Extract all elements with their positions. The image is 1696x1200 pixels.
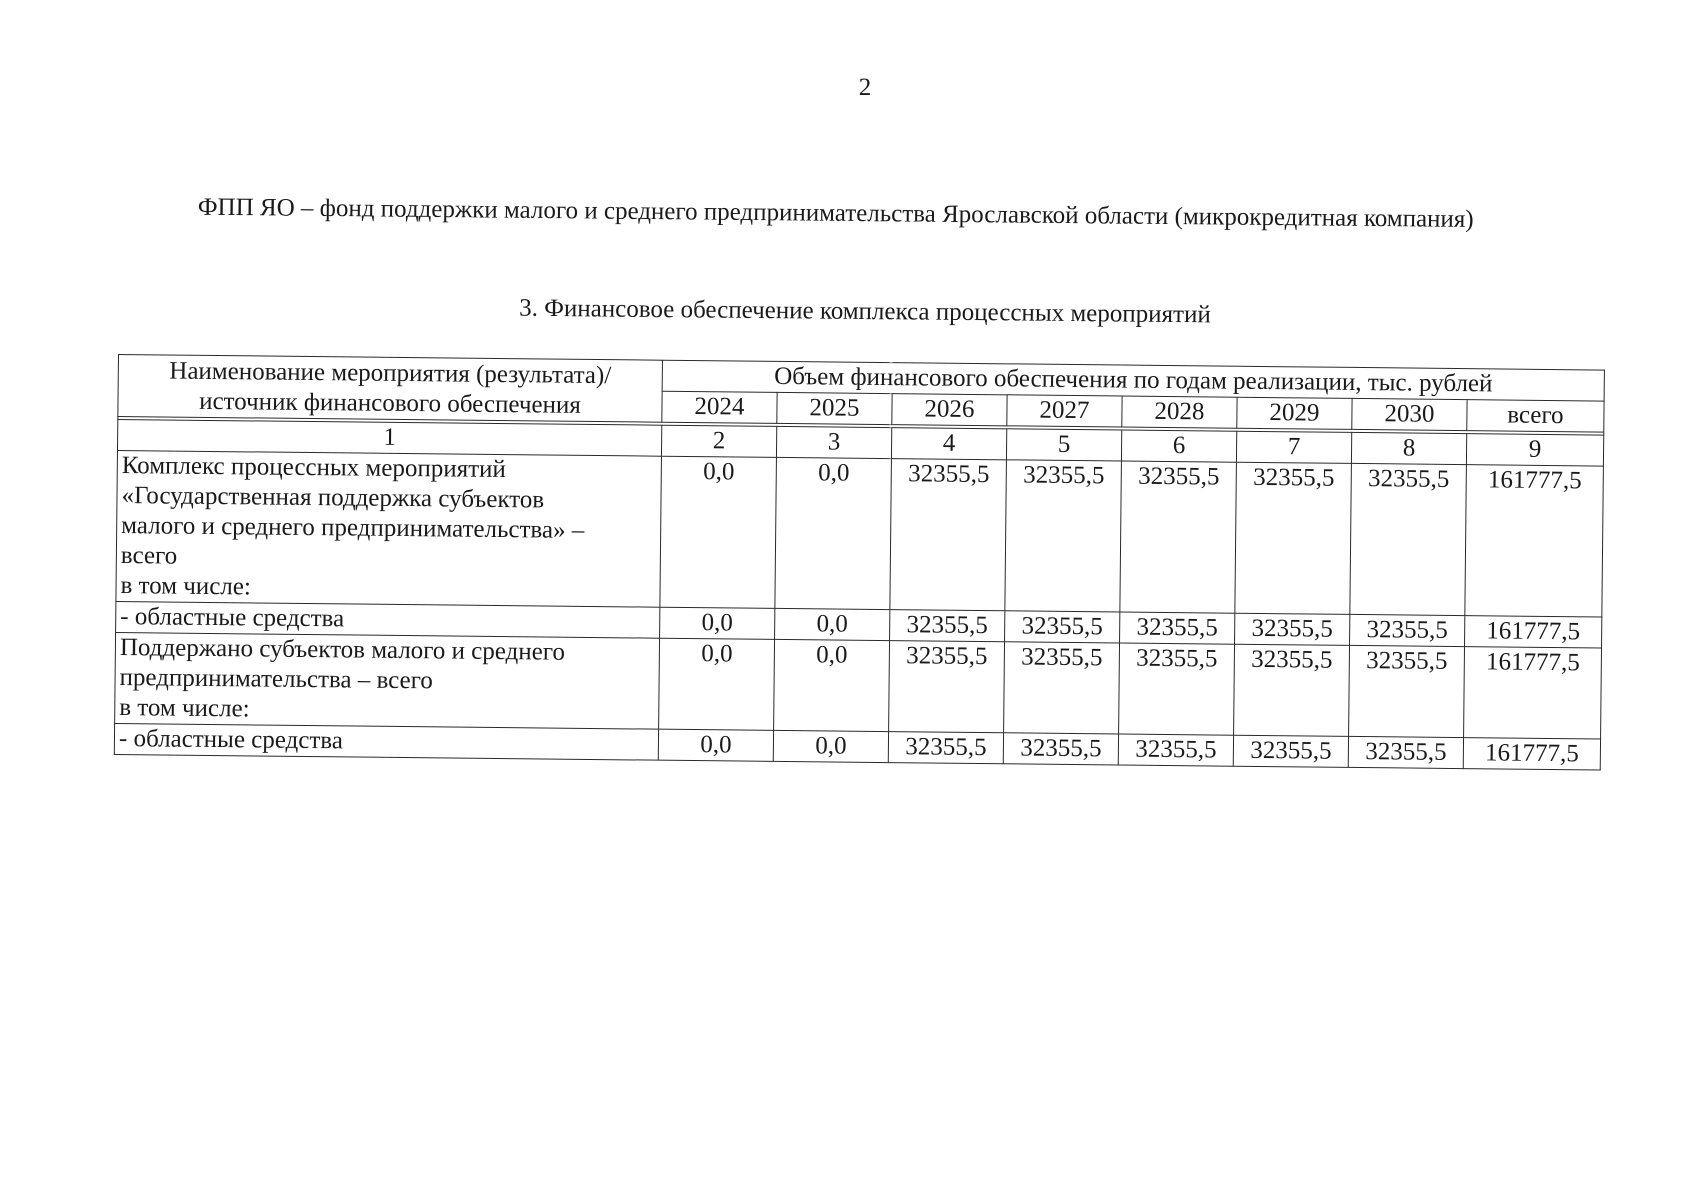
header-year: 2030 bbox=[1352, 398, 1467, 430]
row-name-line: Поддержано субъектов малого и среднего bbox=[119, 634, 566, 666]
value-cell: 0,0 bbox=[658, 729, 773, 761]
value-cell: 32355,5 bbox=[1005, 460, 1122, 612]
total-cell: 161777,5 bbox=[1463, 738, 1600, 770]
header-year: 2027 bbox=[1007, 395, 1122, 427]
row-name-line: - областные средства bbox=[120, 603, 345, 633]
column-number: 1 bbox=[117, 420, 661, 457]
row-name-line: малого и среднего предпринимательства» – bbox=[121, 512, 585, 544]
page-number: 2 bbox=[858, 74, 872, 101]
table-row bbox=[115, 632, 1602, 739]
column-number: 2 bbox=[661, 425, 776, 457]
column-number: 9 bbox=[1466, 434, 1603, 466]
row-name-line: предпринимательства – всего bbox=[119, 664, 434, 695]
value-cell: 32355,5 bbox=[1118, 734, 1233, 766]
row-name-cell bbox=[116, 601, 660, 638]
header-year: 2025 bbox=[777, 392, 892, 424]
value-cell: 32355,5 bbox=[1350, 614, 1465, 646]
total-cell: 161777,5 bbox=[1465, 616, 1602, 648]
row-name-line: «Государственная поддержка субъектов bbox=[121, 482, 545, 514]
value-cell: 32355,5 bbox=[890, 459, 1007, 611]
financing-table-container bbox=[114, 354, 1604, 771]
value-cell: 32355,5 bbox=[888, 732, 1003, 764]
column-number: 4 bbox=[891, 428, 1006, 460]
row-name-cell bbox=[116, 450, 662, 607]
row-name-line: в том числе: bbox=[119, 694, 250, 723]
value-cell: 32355,5 bbox=[1235, 462, 1352, 614]
value-cell: 32355,5 bbox=[1235, 613, 1350, 645]
row-name-line: всего bbox=[120, 542, 178, 570]
value-cell: 0,0 bbox=[660, 607, 775, 639]
value-cell: 0,0 bbox=[775, 608, 890, 640]
value-cell: 32355,5 bbox=[1349, 645, 1465, 737]
header-year-total: всего bbox=[1467, 400, 1604, 432]
row-name-cell bbox=[115, 632, 660, 729]
row-name-line: Комплекс процессных мероприятий bbox=[121, 452, 506, 484]
column-number: 3 bbox=[776, 426, 891, 458]
value-cell: 32355,5 bbox=[1119, 643, 1235, 735]
header-year: 2026 bbox=[892, 394, 1007, 426]
header-name-cell: Наименование мероприятия (результата)/ источник финансового обеспечения bbox=[118, 355, 663, 423]
header-year: 2029 bbox=[1237, 397, 1352, 429]
value-cell: 32355,5 bbox=[1004, 642, 1120, 734]
row-name-line: - областные средства bbox=[118, 725, 344, 755]
value-cell: 32355,5 bbox=[1348, 736, 1463, 768]
abbreviation-note: ФПП ЯО – фонд поддержки малого и среднего предпринимательства Ярославской области (микрокредитная компания) bbox=[197, 193, 1474, 233]
table-row bbox=[116, 450, 1604, 617]
header-funding-group: Объем финансового обеспечения по годам реализации, тыс. рублей bbox=[662, 360, 1604, 401]
total-cell: 161777,5 bbox=[1464, 647, 1602, 739]
value-cell: 32355,5 bbox=[1350, 463, 1467, 615]
value-cell: 32355,5 bbox=[1234, 644, 1350, 736]
column-number: 6 bbox=[1121, 430, 1236, 462]
value-cell: 32355,5 bbox=[1003, 733, 1118, 765]
value-cell: 32355,5 bbox=[1120, 461, 1237, 613]
value-cell: 32355,5 bbox=[889, 641, 1005, 733]
value-cell: 0,0 bbox=[659, 638, 775, 730]
header-year: 2024 bbox=[662, 391, 777, 423]
row-name-line: в том числе: bbox=[120, 572, 252, 601]
financing-table bbox=[114, 354, 1605, 771]
column-number: 5 bbox=[1006, 429, 1121, 461]
header-year: 2028 bbox=[1122, 396, 1237, 428]
value-cell: 32355,5 bbox=[1233, 735, 1348, 767]
column-number: 8 bbox=[1351, 432, 1466, 464]
column-number: 7 bbox=[1236, 431, 1351, 463]
total-cell: 161777,5 bbox=[1465, 465, 1604, 617]
value-cell: 32355,5 bbox=[1005, 611, 1120, 643]
value-cell: 32355,5 bbox=[1120, 612, 1235, 644]
row-name-cell bbox=[114, 723, 658, 760]
value-cell: 32355,5 bbox=[890, 610, 1005, 642]
value-cell: 0,0 bbox=[773, 730, 888, 762]
value-cell: 0,0 bbox=[660, 456, 777, 608]
section-title: 3. Финансовое обеспечение комплекса процессных мероприятий bbox=[519, 294, 1211, 329]
value-cell: 0,0 bbox=[774, 639, 890, 731]
value-cell: 0,0 bbox=[775, 457, 892, 609]
